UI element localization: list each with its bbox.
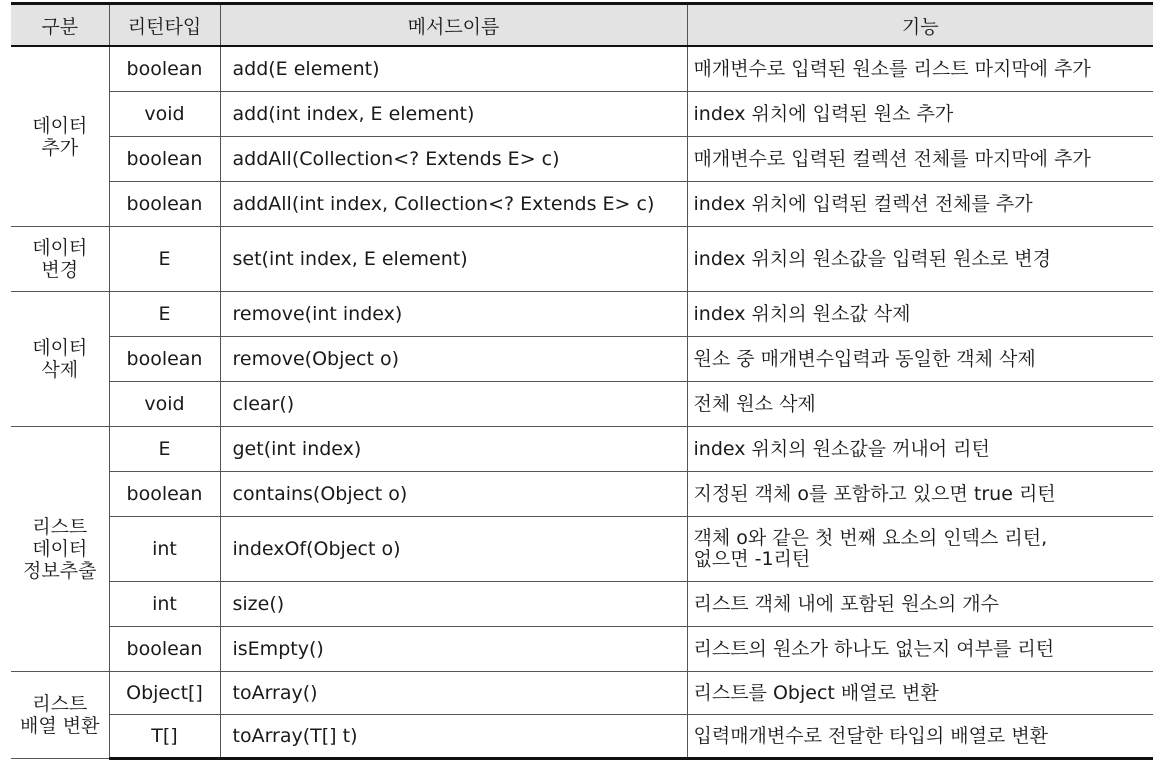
header-function: 기능: [687, 4, 1153, 47]
table-row: [11, 46, 1153, 92]
table-row: [11, 382, 1153, 427]
table-row: [11, 472, 1153, 517]
return-type-cell: boolean: [109, 627, 220, 672]
function-cell: 리스트 객체 내에 포함된 원소의 개수: [687, 582, 1153, 627]
function-cell: index 위치의 원소값을 입력된 원소로 변경: [687, 227, 1153, 292]
function-cell: 리스트를 Object 배열로 변환: [687, 672, 1153, 715]
method-cell: size(): [220, 582, 687, 627]
list-methods-table: [11, 2, 1153, 760]
method-cell: addAll(int index, Collection<? Extends E> c): [220, 182, 687, 227]
method-cell: set(int index, E element): [220, 227, 687, 292]
function-cell: 지정된 객체 o를 포함하고 있으면 true 리턴: [687, 472, 1153, 517]
function-cell: index 위치에 입력된 원소 추가: [687, 92, 1153, 137]
table-row: [11, 227, 1153, 292]
group-list-info-extract: 리스트 데이터 정보추출: [11, 427, 109, 672]
table-row: [11, 92, 1153, 137]
return-type-cell: Object[]: [109, 672, 220, 715]
method-cell: clear(): [220, 382, 687, 427]
method-cell: remove(Object o): [220, 337, 687, 382]
header-category: 구분: [11, 4, 109, 47]
table-row: [11, 337, 1153, 382]
function-cell: 매개변수로 입력된 원소를 리스트 마지막에 추가: [687, 46, 1153, 92]
list-methods-table-container: [11, 2, 1153, 760]
function-cell: index 위치의 원소값을 꺼내어 리턴: [687, 427, 1153, 472]
function-cell: 매개변수로 입력된 컬렉션 전체를 마지막에 추가: [687, 137, 1153, 182]
return-type-cell: boolean: [109, 137, 220, 182]
method-cell: remove(int index): [220, 292, 687, 337]
group-data-add: 데이터 추가: [11, 46, 109, 227]
return-type-cell: boolean: [109, 337, 220, 382]
return-type-cell: boolean: [109, 472, 220, 517]
method-cell: toArray(T[] t): [220, 715, 687, 759]
method-cell: contains(Object o): [220, 472, 687, 517]
header-method-name: 메서드이름: [220, 4, 687, 47]
method-cell: toArray(): [220, 672, 687, 715]
table-row: [11, 427, 1153, 472]
method-cell: add(int index, E element): [220, 92, 687, 137]
method-cell: addAll(Collection<? Extends E> c): [220, 137, 687, 182]
return-type-cell: boolean: [109, 46, 220, 92]
header-return-type: 리턴타입: [109, 4, 220, 47]
method-cell: add(E element): [220, 46, 687, 92]
table-row: [11, 137, 1153, 182]
table-row: [11, 582, 1153, 627]
method-cell: get(int index): [220, 427, 687, 472]
table-row: [11, 715, 1153, 759]
function-cell: 객체 o와 같은 첫 번째 요소의 인덱스 리턴, 없으면 -1리턴: [687, 517, 1153, 582]
return-type-cell: E: [109, 227, 220, 292]
table-row: [11, 292, 1153, 337]
return-type-cell: int: [109, 517, 220, 582]
method-cell: isEmpty(): [220, 627, 687, 672]
table-header-row: [11, 4, 1153, 47]
return-type-cell: int: [109, 582, 220, 627]
return-type-cell: E: [109, 427, 220, 472]
function-cell: index 위치의 원소값 삭제: [687, 292, 1153, 337]
return-type-cell: boolean: [109, 182, 220, 227]
table-row: [11, 672, 1153, 715]
method-cell: indexOf(Object o): [220, 517, 687, 582]
function-cell: index 위치에 입력된 컬렉션 전체를 추가: [687, 182, 1153, 227]
function-cell: 전체 원소 삭제: [687, 382, 1153, 427]
function-cell: 리스트의 원소가 하나도 없는지 여부를 리턴: [687, 627, 1153, 672]
function-cell: 입력매개변수로 전달한 타입의 배열로 변환: [687, 715, 1153, 759]
return-type-cell: T[]: [109, 715, 220, 759]
group-data-change: 데이터 변경: [11, 227, 109, 292]
function-cell: 원소 중 매개변수입력과 동일한 객체 삭제: [687, 337, 1153, 382]
table-row: [11, 517, 1153, 582]
return-type-cell: E: [109, 292, 220, 337]
group-data-delete: 데이터 삭제: [11, 292, 109, 427]
table-row: [11, 627, 1153, 672]
return-type-cell: void: [109, 382, 220, 427]
table-row: [11, 182, 1153, 227]
return-type-cell: void: [109, 92, 220, 137]
group-list-array-convert: 리스트 배열 변환: [11, 672, 109, 759]
